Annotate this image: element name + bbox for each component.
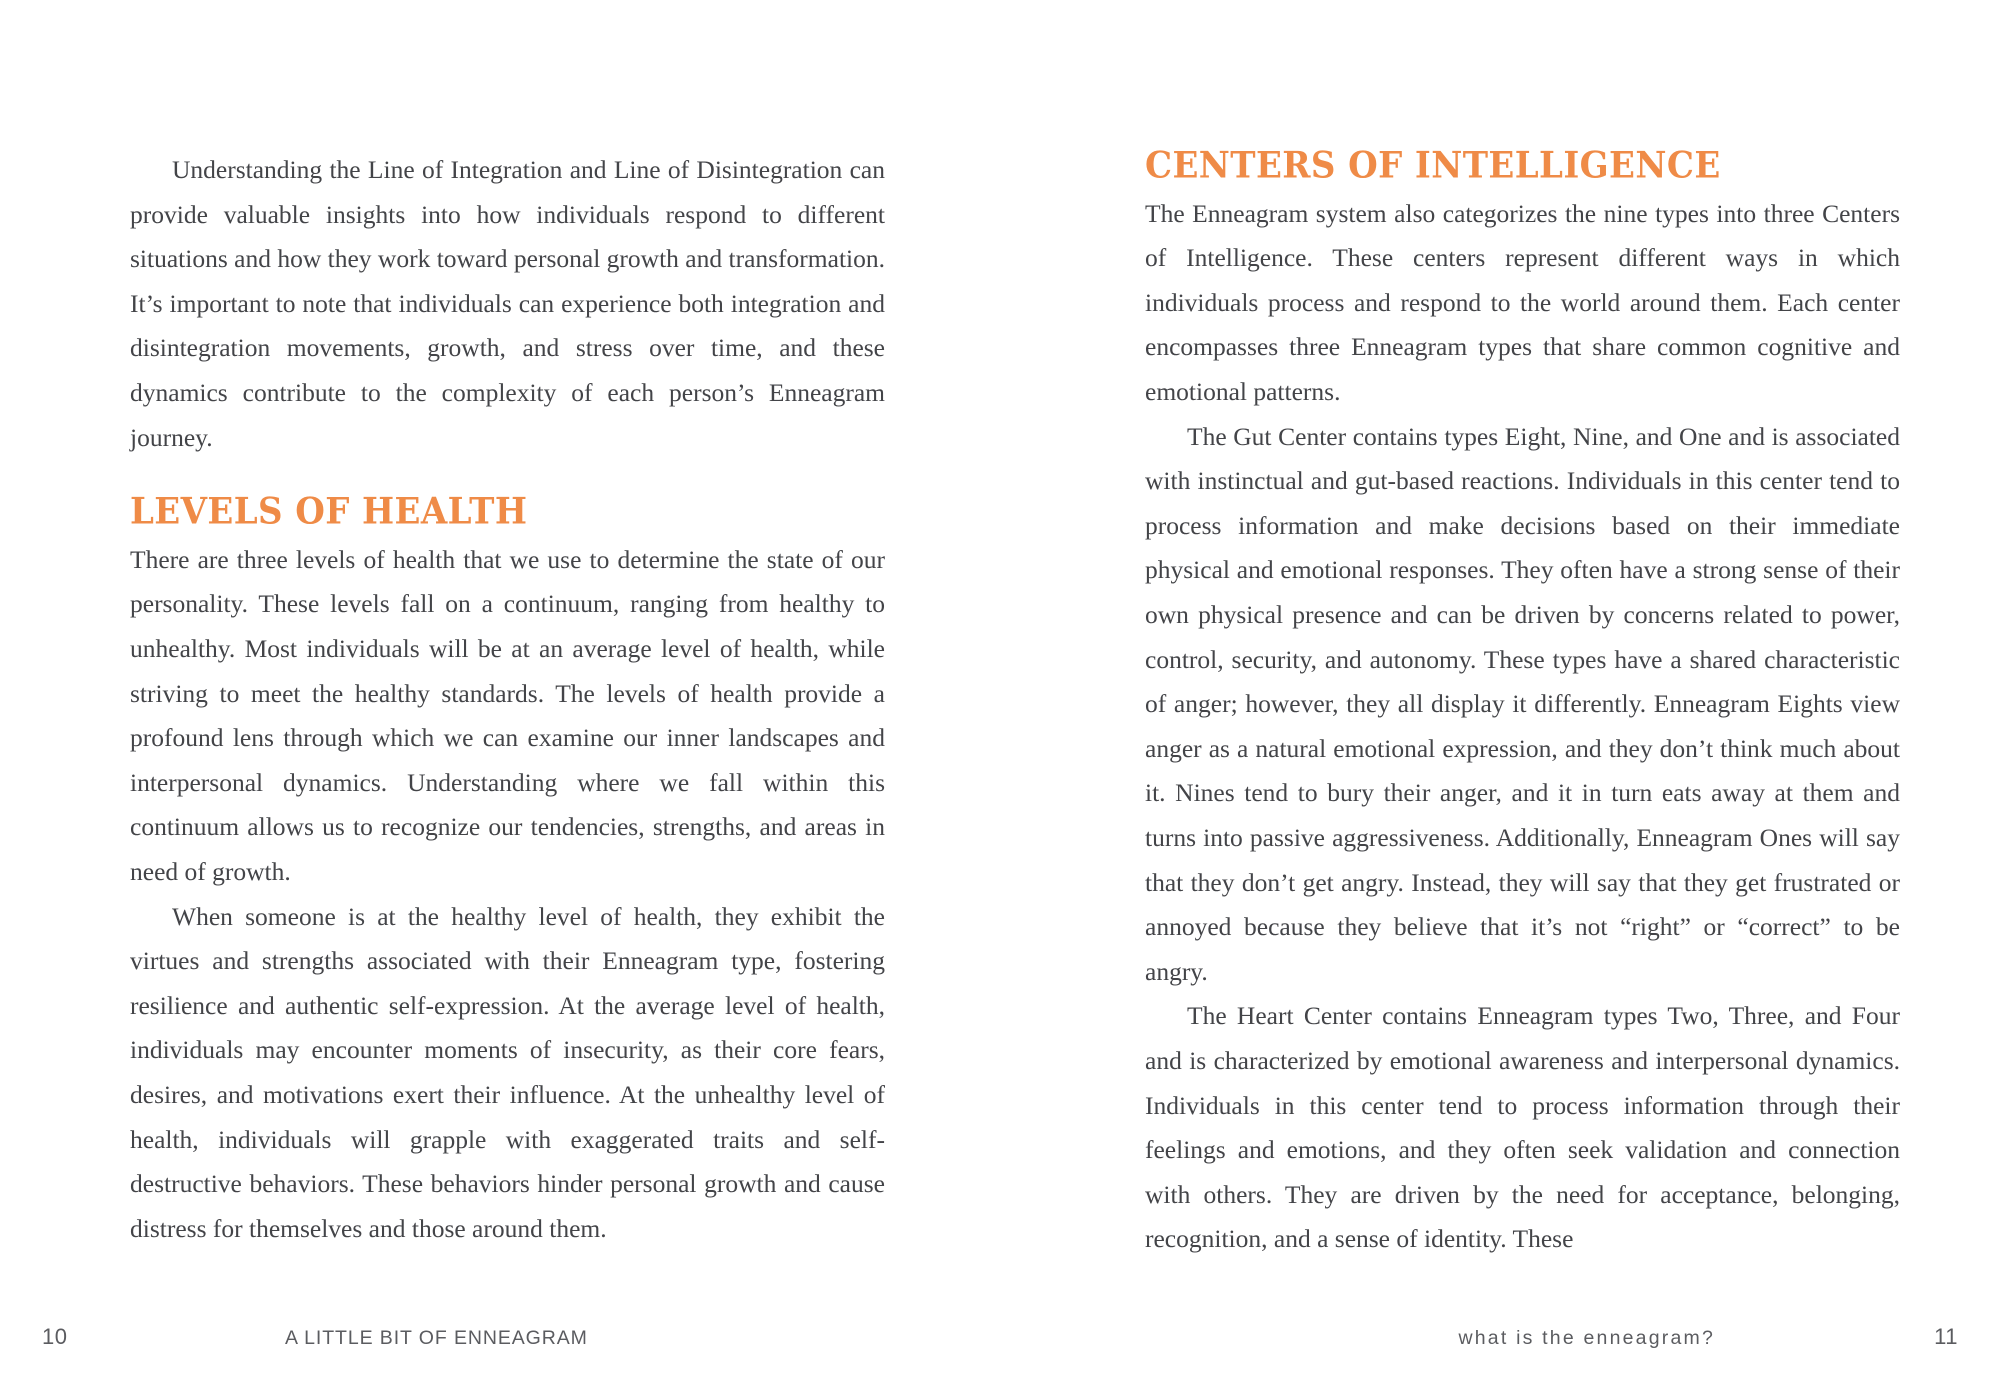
paragraph-gut-center: The Gut Center contains types Eight, Nine, and One and is associated with instinctual and gut-based reactions. Individuals in this center tend to process information and make decisions based on their immediate physical and emotional responses. They often have a strong sense of their own physical presence and can be driven by concerns related to power, control, security, and autonomy. These types have a shared characteristic of anger; however, they all display it differently. Enneagram Eights view anger as a natural emotional expression, and they don’t think much about it. Nines tend to bury their anger, and it in turn eats away at them and turns into passive aggressiveness. Additionally, Enneagram Ones will say that they don’t get angry. Instead, they will say that they get frustrated or annoyed because they believe that it’s not “right” or “correct” to be angry. — [1145, 421, 1900, 986]
left-page-footer — [0, 1280, 1000, 1400]
paragraph-centers-intro: The Enneagram system also categorizes the nine types into three Centers of Intelligence. These centers represent different ways in which individuals process and respond to the world around them. Each center encompasses three Enneagram types that share common cognitive and emotional patterns. — [1145, 198, 1900, 407]
right-page-textblock — [1145, 144, 1900, 1262]
heading-spacer — [130, 460, 885, 494]
paragraph-levels-intro: There are three levels of health that we use to determine the state of our personality. These levels fall on a continuum, ranging from healthy to unhealthy. Most individuals will be at an average level of health, while striving to meet the healthy standards. The levels of health provide a profound lens through which we can examine our inner landscapes and interpersonal dynamics. Understanding where we fall within this continuum allows us to recognize our tendencies, strengths, and areas in need of growth. — [130, 544, 885, 886]
paragraph-heart-center: The Heart Center contains Enneagram types Two, Three, and Four and is characterized by emotional awareness and interpersonal dynamics. Individuals in this center tend to process information through their feelings and emotions, and they often seek validation and connection with others. They are driven by the need for acceptance, belonging, recognition, and a sense of identity. These — [1145, 1001, 1900, 1254]
right-page — [1000, 0, 2000, 1400]
paragraph-integration: Understanding the Line of Integration and Line of Disintegration can provide valuable insights into how individuals respond to different situations and how they work toward personal growth and transformation. It’s important to note that individuals can experience both integration and disintegration movements, growth, and stress over time, and these dynamics contribute to the complexity of each person’s Enneagram journey. — [130, 155, 885, 452]
left-page-textblock — [130, 148, 885, 1251]
page-number-right: 11 — [1934, 1324, 1958, 1349]
page-number-left: 10 — [42, 1324, 68, 1349]
running-head-left: A LITTLE BIT OF ENNEAGRAM — [285, 1327, 588, 1349]
section-heading-centers-of-intelligence: CENTERS OF INTELLIGENCE — [1145, 144, 1721, 188]
paragraph-levels-healthy: When someone is at the healthy level of health, they exhibit the virtues and strengths associated with their Enneagram type, fostering resilience and authentic self-expression. At the average level of health, individuals may encounter moments of insecurity, as their core fears, desires, and motivations exert their influence. At the unhealthy level of health, individuals will grapple with exaggerated traits and self-destructive behaviors. These behaviors hinder personal growth and cause distress for themselves and those around them. — [130, 901, 885, 1243]
right-page-footer — [1000, 1280, 2000, 1400]
running-head-right: what is the enneagram? — [1458, 1327, 1715, 1349]
section-heading-levels-of-health: LEVELS OF HEALTH — [130, 490, 528, 534]
